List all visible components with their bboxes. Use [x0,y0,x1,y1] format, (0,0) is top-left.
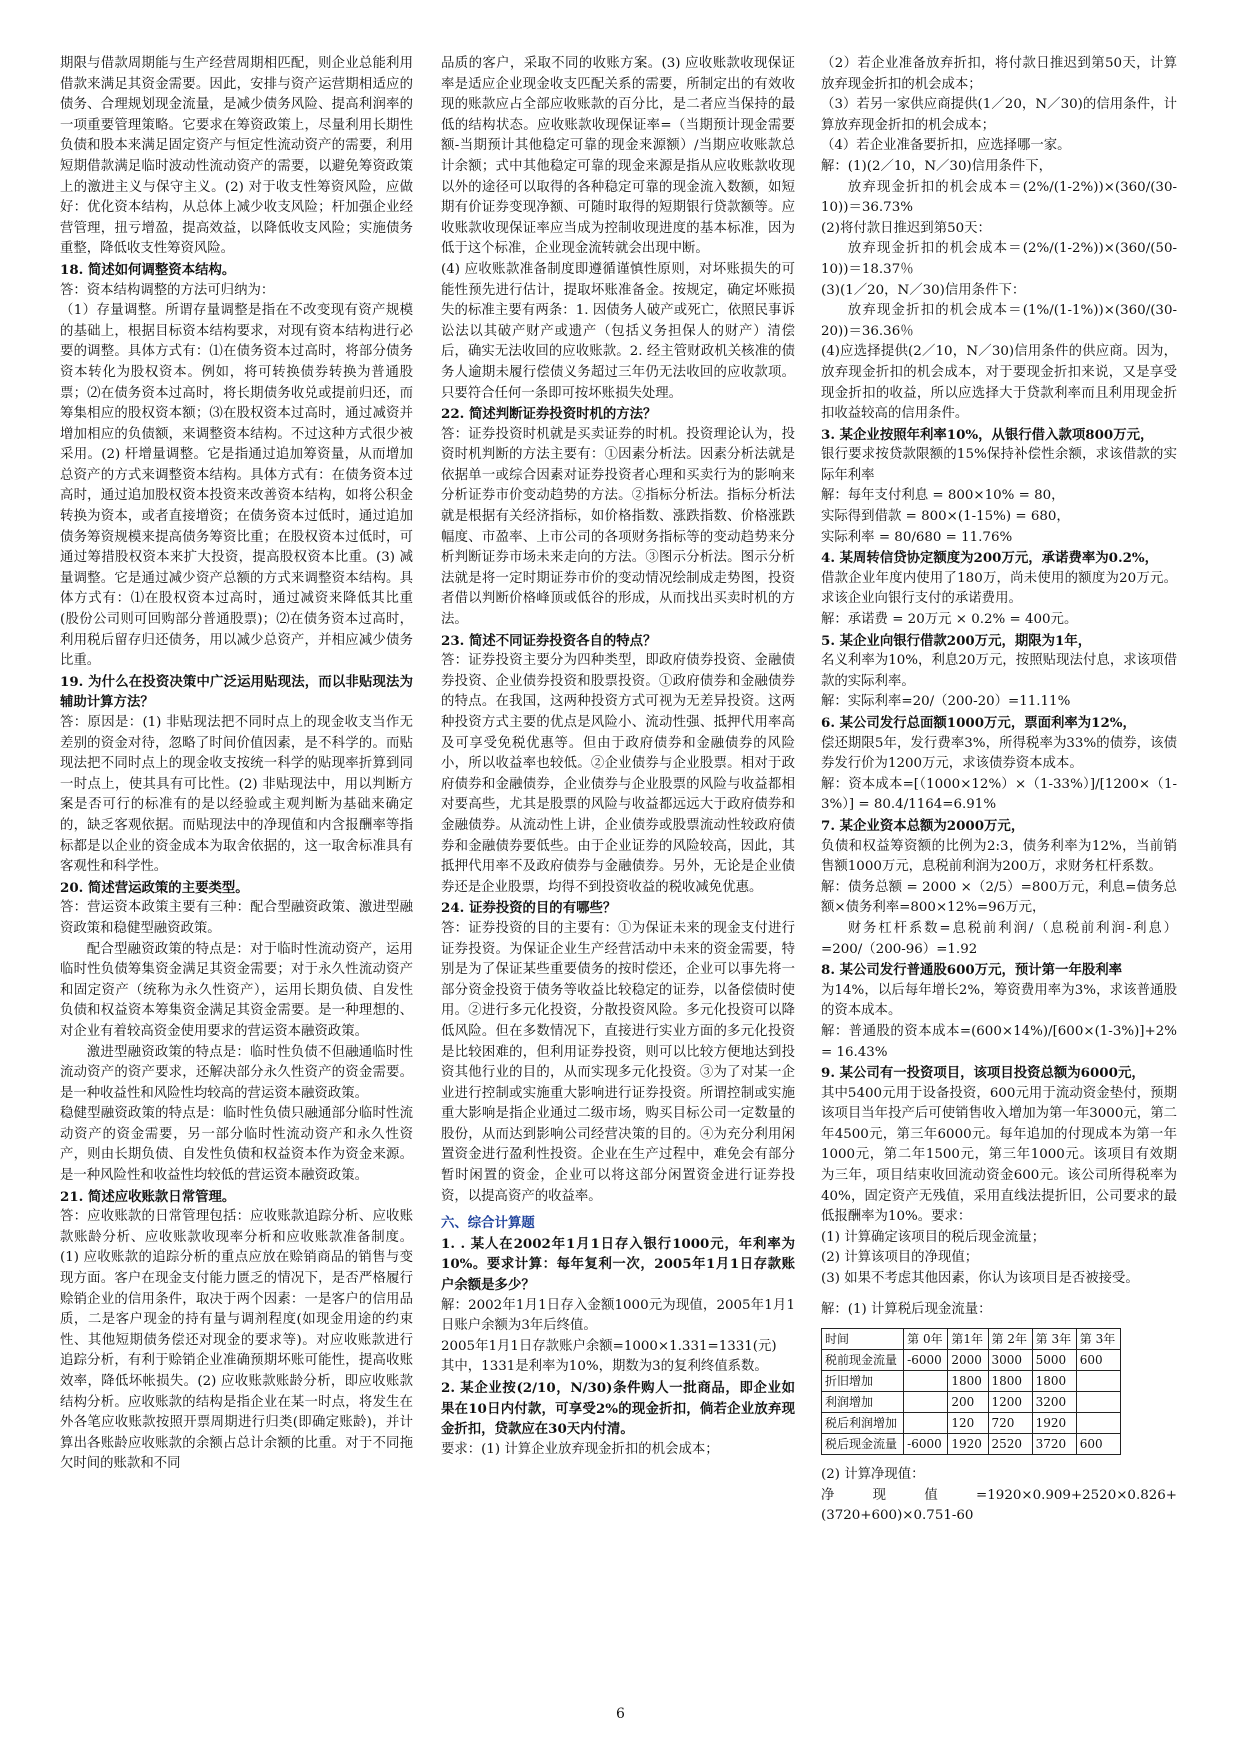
paragraph: 期限与借款周期能与生产经营周期相匹配，则企业总能利用借款来满足其资金需要。因此，安排与资产运营期相适应的债务、合理规划现金流量，是减少债务风险、提高利润率的一项重要管理策略。它要求在筹资政策上，尽量利用长期性负债和股本来满足固定资产与恒定性流动资产的需要，利用短期借款满足临时波动性流动资产的需要，以避免筹资政策上的激进主义与保守主义。(2) 对于收支性筹资风险，应做好：优化资本结构，从总体上减少收支风险；杆加强企业经营管理，扭亏增盈，提高效益，以降低收支风险；实施债务重整，降低收支性筹资风险。 [60,56,413,257]
table-cell: 1800 [988,1371,1032,1392]
paragraph: 为14%，以后每年增长2%，筹资费用率为3%，求该普通股的资本成本。 [821,982,1177,1019]
question-heading: 21. 简述应收账款日常管理。 [60,1188,236,1205]
table-cell [904,1413,948,1434]
table-cell [1076,1392,1120,1413]
table-cell: 利润增加 [822,1392,904,1413]
paragraph: 品质的客户，采取不同的收账方案。(3) 应收账款收现保证率是适应企业现金收支匹配关系的需要，所制定出的有效收现的账款应占全部应收账款的百分比，是二者应当保持的最低的结构状态。应收账款收现保证率=（当期预计现金需要额-当期预计其他稳定可靠的现金来源额）/当期应收账款总计余额；式中其他稳定可靠的现金来源是指从应收账款收现以外的途径可以取得的各种稳定可靠的现金流入数额，如短期有价证券变现净额、可随时取得的短期银行贷款额等。应收账款收现保证率应当成为控制收现进度的基本标准，因为低于这个标准，企业现金流转就会出现中断。 [441,56,795,257]
table-header-cell: 时间 [822,1329,904,1350]
paragraph: 答：原因是：(1) 非贴现法把不同时点上的现金收支当作无差别的资金对待，忽略了时间价值因素，是不科学的。而贴现法把不同时点上的现金收支按统一科学的贴现率折算到同一时点上，使其具有可比性。(2) 非贴现法中，用以判断方案是否可行的标准有的是以经验或主观判断为基础来确定的，缺乏客观依据。而贴现法中的净现值和内含报酬率等指标都是以企业的资金成本为取舍依据的，这一取舍标准具有客观性和科学性。 [60,715,413,875]
paragraph: 解：资本成本=[（1000×12%）×（1-33%）]/[1200×（1-3%）] = 80.4/1164=6.91% [821,776,1177,813]
question-heading: 18. 简述如何调整资本结构。 [60,261,236,278]
table-cell [904,1392,948,1413]
question-heading: 22. 简述判断证券投资时机的方法？ [441,406,657,423]
table-cell: 1800 [1032,1371,1076,1392]
paragraph: （1）存量调整。所谓存量调整是指在不改变现有资产规模的基础上，根据目标资本结构要求，对现有资本结构进行必要的调整。具体方式有：⑴在债务资本过高时，将部分债务资本转化为股权资本。例如，将可转换债券转换为普通股票；⑵在债务资本过高时，将长期债务收兑或提前归还，而筹集相应的股权资本额；⑶在股权资本过高时，通过减资并增加相应的负债额，来调整资本结构。不过这种方式很少被采用。(2) 杆增量调整。它是指通过追加筹资量，从而增加总资产的方式来调整资本结构。具体方式有：在债务资本过高时，通过追加股权资本投资来改善资本结构，如将公积金转换为资本，或者直接增资；在债务资本过低时，通过追加债务筹资规模来提高债务筹资比重；在股权资本过低时，可通过筹措股权资本来扩大投资，提高股权资本比重。(3) 减量调整。它是通过减少资产总额的方式来调整资本结构。具体方式有：⑴在股权资本过高时，通过减资来降低其比重(股份公司则可回购部分普通股票)；⑵在债务资本过高时，利用税后留存归还债务，用以减少总资产，并相应减少债务比重。 [60,303,413,669]
section-heading: 六、综合计算题 [441,1215,535,1232]
table-cell: 120 [948,1413,988,1434]
paragraph: 答：证券投资的目的主要有：①为保证未来的现金支付进行证券投资。为保证企业生产经营活动中未来的资金需要，特别是为了保证某些重要债务的按时偿还，企业可以事先将一部分资金投资于债务等收益比较稳定的证券，以备偿债时使用。②进行多元化投资，分散投资风险。多元化投资可以降低风险。但在多数情况下，直接进行实业方面的多元化投资是比较困难的，但利用证券投资，则可以比较方便地达到投资其他行业的目的，从而实现多元化投资。③为了对某一企业进行控制或实施重大影响进行证券投资。所谓控制或实施重大影响是指企业通过二级市场，购买目标公司一定数量的股份，从而达到影响公司经营决策的目的。④为充分利用闲置资金进行盈利性投资。企业在生产过程中，难免会有部分暂时闲置的资金，企业可以将这部分闲置资金进行证券投资，以提高资产的收益率。 [441,920,795,1204]
cash-flow-table [821,1328,1121,1455]
table-row [822,1413,1121,1434]
table-cell: 5000 [1032,1350,1076,1371]
paragraph: 解：承诺费 = 20万元 × 0.2% = 400元。 [821,612,1078,628]
formula-line: 放弃现金折扣的机会成本＝(2%/(1-2%))×(360/(50-10))＝18.37％ [821,241,1177,277]
column-3 [821,54,1177,1527]
paragraph: 2005年1月1日存款账户余额=1000×1.331=1331(元) [441,1338,777,1354]
table-header-cell: 第 3年 [1076,1329,1120,1350]
paragraph: (3)(1／20，N／30)信用条件下： [821,282,1026,298]
table-cell [1076,1413,1120,1434]
paragraph: 答：证券投资主要分为四种类型，即政府债券投资、金融债券投资、企业债券投资和股票投资。①政府债券和金融债券的特点。在我国，这两种投资方式可视为无差异投资。这两种投资方式主要的优点是风险小、流动性强、抵押代用率高及可享受免税优惠等。但由于政府债券和金融债券的风险小，所以收益率也较低。②企业债券与企业股票。相对于政府债券和金融债券，企业债券与企业股票的风险与收益都相对要高些，尤其是股票的风险与收益都远远大于政府债券和金融债券。从流动性上讲，企业债券或股票流动性较政府债券和金融债券要低些。由于企业证券的风险较高，因此，其抵押代用率不及政府债券与金融债券。另外，无论是企业债券还是企业股票，均得不到投资收益的税收减免优惠。 [441,653,795,895]
paragraph: 解：每年支付利息 = 800×10% = 80， [821,488,1065,504]
table-cell: 720 [988,1413,1032,1434]
problem-statement: 3. 某企业按照年利率10%，从银行借入款项800万元， [821,426,1154,443]
formula-line: 放弃现金折扣的机会成本＝(1%/(1-1%))×(360/(30-20))＝36.36％ [821,303,1177,339]
problem-statement: 6. 某公司发行总面额1000万元，票面利率为12%， [821,715,1136,731]
paragraph: (4)应选择提供(2／10，N／30)信用条件的供应商。因为，放弃现金折扣的机会成本，对于要现金折扣来说，又是享受现金折扣的收益，所以应选择大于贷款利率而且利用现金折扣收益较高的信用条件。 [821,344,1177,422]
table-cell: 200 [948,1392,988,1413]
paragraph: （2）若企业准备放弃折扣，将付款日推迟到第50天，计算放弃现金折扣的机会成本； [821,56,1177,92]
paragraph: （3）若另一家供应商提供(1／20，N／30)的信用条件，计算放弃现金折扣的机会成本； [821,97,1177,133]
table-cell: 1920 [948,1434,988,1455]
table-cell: -6000 [904,1434,948,1455]
paragraph: 要求：(1) 计算企业放弃现金折扣的机会成本； [441,1441,719,1457]
table-header-row [822,1329,1121,1350]
paragraph: 答：资本结构调整的方法可归纳为： [60,282,275,298]
table-cell: 税前现金流量 [822,1350,904,1371]
problem-statement: 2. 某企业按(2/10，N/30)条件购人一批商品，即企业如果在10日内付款，可享受2%的现金折扣，倘若企业放弃现金折扣，贷款应在30天内付清。 [441,1380,795,1438]
table-header-cell: 第 0年 [904,1329,948,1350]
paragraph: (2) 计算净现值： [821,1467,925,1483]
table-header-cell: 第1年 [948,1329,988,1350]
table-cell: 3720 [1032,1434,1076,1455]
table-cell: 税后现金流量 [822,1434,904,1455]
paragraph: 其中5400元用于设备投资，600元用于流动资金垫付，预期该项目当年投产后可使销售收入增加为第一年3000元，第二年4500元，第三年6000元。每年追加的付现成本为第一年1000元，第二年1500元，第三年1000元。该项目有效期为三年，项目结束收回流动资金600元。该公司所得税率为40%，固定资产无残值，采用直线法提折旧，公司要求的最低报酬率为10%。要求： [821,1085,1177,1225]
table-cell: 3200 [1032,1392,1076,1413]
problem-statement: 5. 某企业向银行借款200万元，期限为1年， [821,632,1092,649]
question-heading: 23. 简述不同证券投资各自的特点？ [441,632,657,649]
table-cell: 1200 [988,1392,1032,1413]
paragraph: 解：债务总额 = 2000 ×（2/5）=800万元，利息=债务总额×债务利率=800×12%=96万元， [821,879,1177,916]
paragraph: 解：(1) 计算税后现金流量： [821,1301,992,1317]
page-number: 6 [616,1706,625,1722]
table-cell: -6000 [904,1350,948,1371]
table-cell: 600 [1076,1434,1120,1455]
question-heading: 19. 为什么在投资决策中广泛运用贴现法，而以非贴现法为辅助计算方法？ [60,673,413,711]
question-heading: 24. 证券投资的目的有哪些？ [441,900,617,917]
table-row [822,1371,1121,1392]
paragraph: 名义利率为10%，利息20万元，按照贴现法付息，求该项借款的实际利率。 [821,653,1177,689]
paragraph: (2)将付款日推迟到第50天： [821,220,991,236]
paragraph: 解：(1)(2／10，N／30)信用条件下， [821,158,1053,174]
paragraph: 答：营运资本政策主要有三种：配合型融资政策、激进型融资政策和稳健型融资政策。 [60,900,413,936]
table-cell: 税后利润增加 [822,1413,904,1434]
paragraph: 借款企业年度内使用了180万，尚未使用的额度为20万元。求该企业向银行支付的承诺费用。 [821,570,1177,607]
question-heading: 20. 简述营运政策的主要类型。 [60,879,249,896]
paragraph: 解：实际利率=20/（200-20）=11.11% [821,694,1071,710]
paragraph: （4）若企业准备要折扣，应选择哪一家。 [821,138,1071,154]
paragraph: 实际利率 = 80/680 = 11.76% [821,529,1013,545]
paragraph: (1) 计算确定该项目的税后现金流量； [821,1229,1046,1245]
paragraph: 银行要求按贷款限额的15%保持补偿性余额，求该借款的实际年利率 [821,447,1177,483]
problem-statement: 9. 某公司有一投资项目，该项目投资总额为6000元， [821,1065,1145,1082]
paragraph: 配合型融资政策的特点是：对于临时性流动资产，运用临时性负债筹集资金满足其资金需要；对于永久性流动资产和固定资产（统称为永久性资产），运用长期负债、自发性负债和权益资本筹集资金满足其资金需要。是一种理想的、对企业有着较高资金使用要求的营运资本融资政策。 [60,941,413,1039]
paragraph: 解：2002年1月1日存入金额1000元为现值，2005年1月1日账户余额为3年后终值。 [441,1297,795,1334]
table-header-cell: 第 3年 [1032,1329,1076,1350]
table-row [822,1350,1121,1371]
formula-line: 净现值=1920×0.909+2520×0.826+(3720+600)×0.751-60 [821,1487,1177,1524]
table-row [822,1434,1121,1455]
problem-statement: 7. 某企业资本总额为2000万元， [821,817,1025,834]
paragraph: 偿还期限5年，发行费率3%，所得税率为33%的债券，该债券发行价为1200万元，求该债券资本成本。 [821,735,1177,772]
table-cell: 600 [1076,1350,1120,1371]
table-cell [1076,1371,1120,1392]
table-cell: 3000 [988,1350,1032,1371]
table-cell: 折旧增加 [822,1371,904,1392]
column-1 [60,54,413,1475]
problem-statement: 1. . 某人在2002年1月1日存入银行1000元，年利率为10%。要求计算：每年复利一次，2005年1月1日存款账户余额是多少？ [441,1235,795,1294]
formula-line: 放弃现金折扣的机会成本＝(2%/(1-2%))×(360/(30-10))＝36.73% [821,179,1177,216]
column-2 [441,54,795,1460]
formula-line: 财务杠杆系数=息税前利润/（息税前利润-利息）=200/（200-96）=1.92 [821,920,1177,957]
table-cell [904,1371,948,1392]
paragraph: 其中，1331是利率为10%，期数为3的复利终值系数。 [441,1359,768,1375]
paragraph: (4) 应收账款准备制度即遵循谨慎性原则，对坏账损失的可能性预先进行估计，提取坏账准备金。按规定，确定坏账损失的标准主要有两条：1. 因债务人破产或死亡，依照民事诉讼法以其破产财产或遗产（包括义务担保人的财产）清偿后，确实无法收回的应收账款。2. 经主管财政机关核准的债务人逾期未履行偿债义务超过三年仍无法收回的应收款项。只要符合任何一条即可按坏账损失处理。 [441,261,795,401]
table-cell: 2000 [948,1350,988,1371]
table-cell: 1800 [948,1371,988,1392]
paragraph: (3) 如果不考虑其他因素，你认为该项目是否被接受。 [821,1271,1139,1287]
paragraph: 激进型融资政策的特点是：临时性负债不但融通临时性流动资产的资产要求，还解决部分永久性资产的资金需要。是一种收益性和风险性均较高的营运资本融资政策。 [60,1044,413,1101]
paragraph: 解：普通股的资本成本=(600×14%)/[600×(1-3%)]+2% = 16.43% [821,1023,1177,1060]
problem-statement: 8. 某公司发行普通股600万元，预计第一年股利率 [821,962,1123,979]
table-row [822,1392,1121,1413]
table-header-cell: 第 2年 [988,1329,1032,1350]
problem-statement: 4. 某周转信贷协定额度为200万元，承诺费率为0.2%， [821,550,1159,567]
paragraph: 实际得到借款 = 800×(1-15%) = 680， [821,509,1070,525]
table-cell: 1920 [1032,1413,1076,1434]
paragraph: 答：证券投资时机就是买卖证券的时机。投资理论认为，投资时机判断的方法主要有：①因素分析法。因素分析法就是依据单一或综合因素对证券投资者心理和买卖行为的影响来分析证券市价变动趋势的方法。②指标分析法。指标分析法就是根据有关经济指标，如价格指数、涨跌指数、价格涨跌幅度、市盈率、上市公司的各项财务指标等的变动趋势来分析判断证券市场未来走向的方法。③图示分析法。图示分析法就是将一定时期证券市价的变动情况绘制成走势图，投资者借以判断价格峰顶或低谷的形成，从而找出买卖时机的方法。 [441,426,795,628]
table-cell: 2520 [988,1434,1032,1455]
paragraph: 负债和权益筹资额的比例为2:3，债务利率为12%，当前销售额1000万元，息税前利润为200万，求财务杠杆系数。 [821,838,1177,875]
paragraph: 稳健型融资政策的特点是：临时性负债只融通部分临时性流动资产的资金需要，另一部分临时性流动资产和永久性资产，则由长期负债、自发性负债和权益资本作为资金来源。是一种风险性和收益性均较低的营运资本融资政策。 [60,1106,413,1184]
paragraph: 答：应收账款的日常管理包括：应收账款追踪分析、应收账款账龄分析、应收账款收现率分析和应收账款准备制度。(1) 应收账款的追踪分析的重点应放在赊销商品的销售与变现方面。客户在现金支付能力匮乏的情况下，是否严格履行赊销企业的信用条件，取决于两个因素：一是客户的信用品质，二是客户现金的持有量与调剂程度(如现金用途的约束性、其他短期债务偿还对现金的要求等)。对应收账款进行追踪分析，有利于赊销企业准确预期坏账可能性，提高收账效率，降低坏帐损失。(2) 应收账款账龄分析，即应收账款结构分析。应收账款的结构是指企业在某一时点，将发生在外各笔应收账款按照开票周期进行归类(即确定账龄)，并计算出各账龄应收账款的余额占总计余额的比重。对于不同拖欠时间的账款和不同 [60,1209,413,1472]
paragraph: (2) 计算该项目的净现值； [821,1250,979,1266]
